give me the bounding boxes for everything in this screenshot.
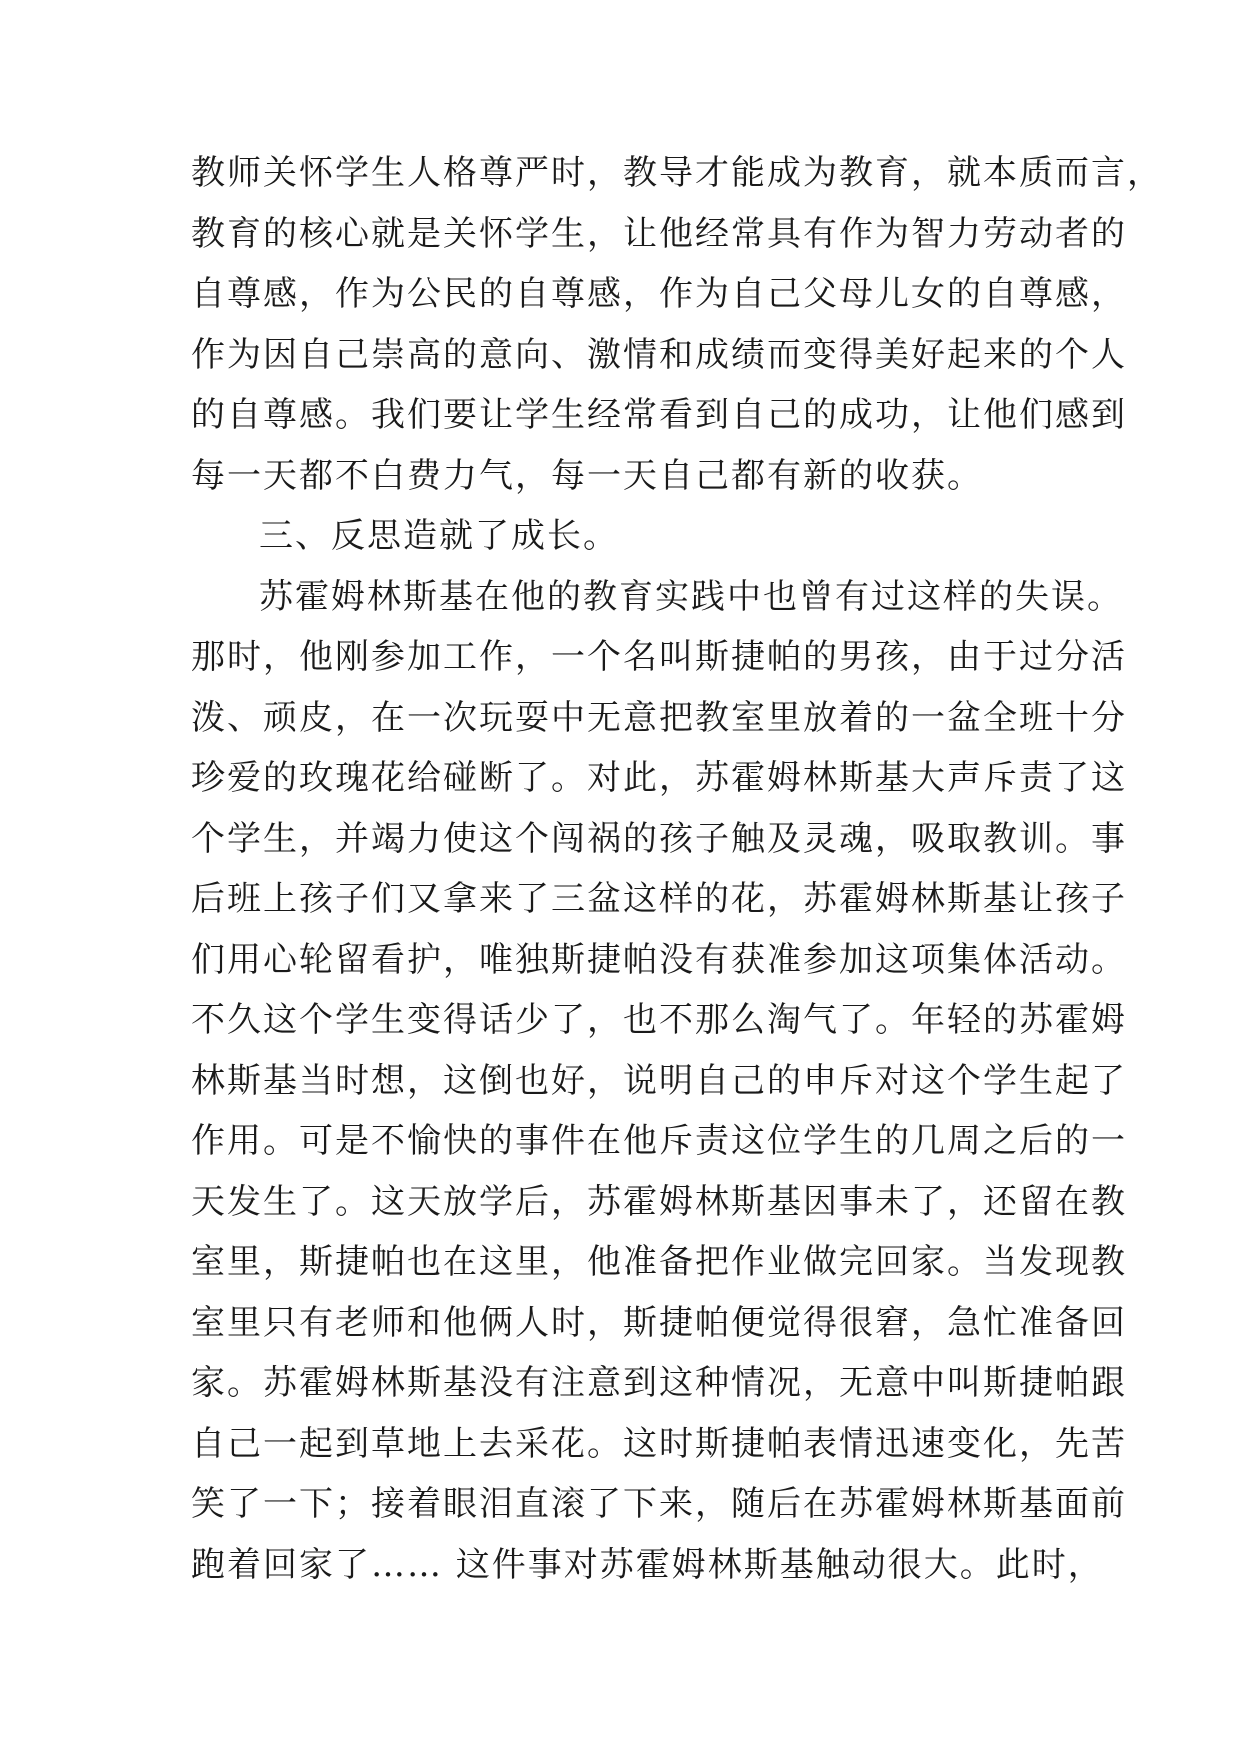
section-heading: 三、反思造就了成长。	[259, 516, 619, 556]
text-line: 跑着回家了…… 这件事对苏霍姆林斯基触动很大。此时，	[191, 1544, 1104, 1585]
text-line: 的自尊感。我们要让学生经常看到自己的成功，让他们感到	[191, 395, 1127, 435]
text-line: 天发生了。这天放学后，苏霍姆林斯基因事未了，还留在教	[191, 1181, 1127, 1222]
text-line: 室里只有老师和他俩人时，斯捷帕便觉得很窘，急忙准备回	[191, 1302, 1127, 1343]
text-line: 家。苏霍姆林斯基没有注意到这种情况，无意中叫斯捷帕跟	[191, 1363, 1127, 1403]
text-line: 笑了一下；接着眼泪直滚了下来，随后在苏霍姆林斯基面前	[191, 1484, 1127, 1524]
text-line: 们用心轮留看护，唯独斯捷帕没有获准参加这项集体活动。	[191, 939, 1127, 980]
text-line: 教育的核心就是关怀学生，让他经常具有作为智力劳动者的	[191, 213, 1127, 254]
text-line: 那时，他刚参加工作，一个名叫斯捷帕的男孩，由于过分活	[191, 637, 1127, 677]
text-line: 泼、顽皮，在一次玩耍中无意把教室里放着的一盆全班十分	[191, 697, 1127, 738]
text-line: 珍爱的玫瑰花给碰断了。对此，苏霍姆林斯基大声斥责了这	[191, 758, 1127, 798]
text-line: 后班上孩子们又拿来了三盆这样的花，苏霍姆林斯基让孩子	[191, 879, 1127, 919]
text-line: 作为因自己崇高的意向、激情和成绩而变得美好起来的个人	[191, 334, 1127, 375]
text-line: 林斯基当时想，这倒也好，说明自己的申斥对这个学生起了	[191, 1060, 1127, 1101]
text-line: 不久这个学生变得话少了，也不那么淘气了。年轻的苏霍姆	[191, 1000, 1127, 1040]
text-line: 教师关怀学生人格尊严时，教导才能成为教育，就本质而言，	[191, 153, 1163, 193]
text-line: 室里，斯捷帕也在这里，他准备把作业做完回家。当发现教	[191, 1242, 1127, 1282]
text-line: 作用。可是不愉快的事件在他斥责这位学生的几周之后的一	[191, 1121, 1127, 1161]
body-text	[191, 143, 1163, 1595]
paragraph-first-line: 苏霍姆林斯基在他的教育实践中也曾有过这样的失误。	[259, 576, 1123, 617]
text-line: 自尊感，作为公民的自尊感，作为自己父母儿女的自尊感，	[191, 274, 1127, 314]
text-line: 每一天都不白费力气，每一天自己都有新的收获。	[191, 455, 983, 496]
text-line: 自己一起到草地上去采花。这时斯捷帕表情迅速变化，先苦	[191, 1423, 1127, 1464]
text-line: 个学生，并竭力使这个闯祸的孩子触及灵魂，吸取教训。事	[191, 818, 1127, 859]
